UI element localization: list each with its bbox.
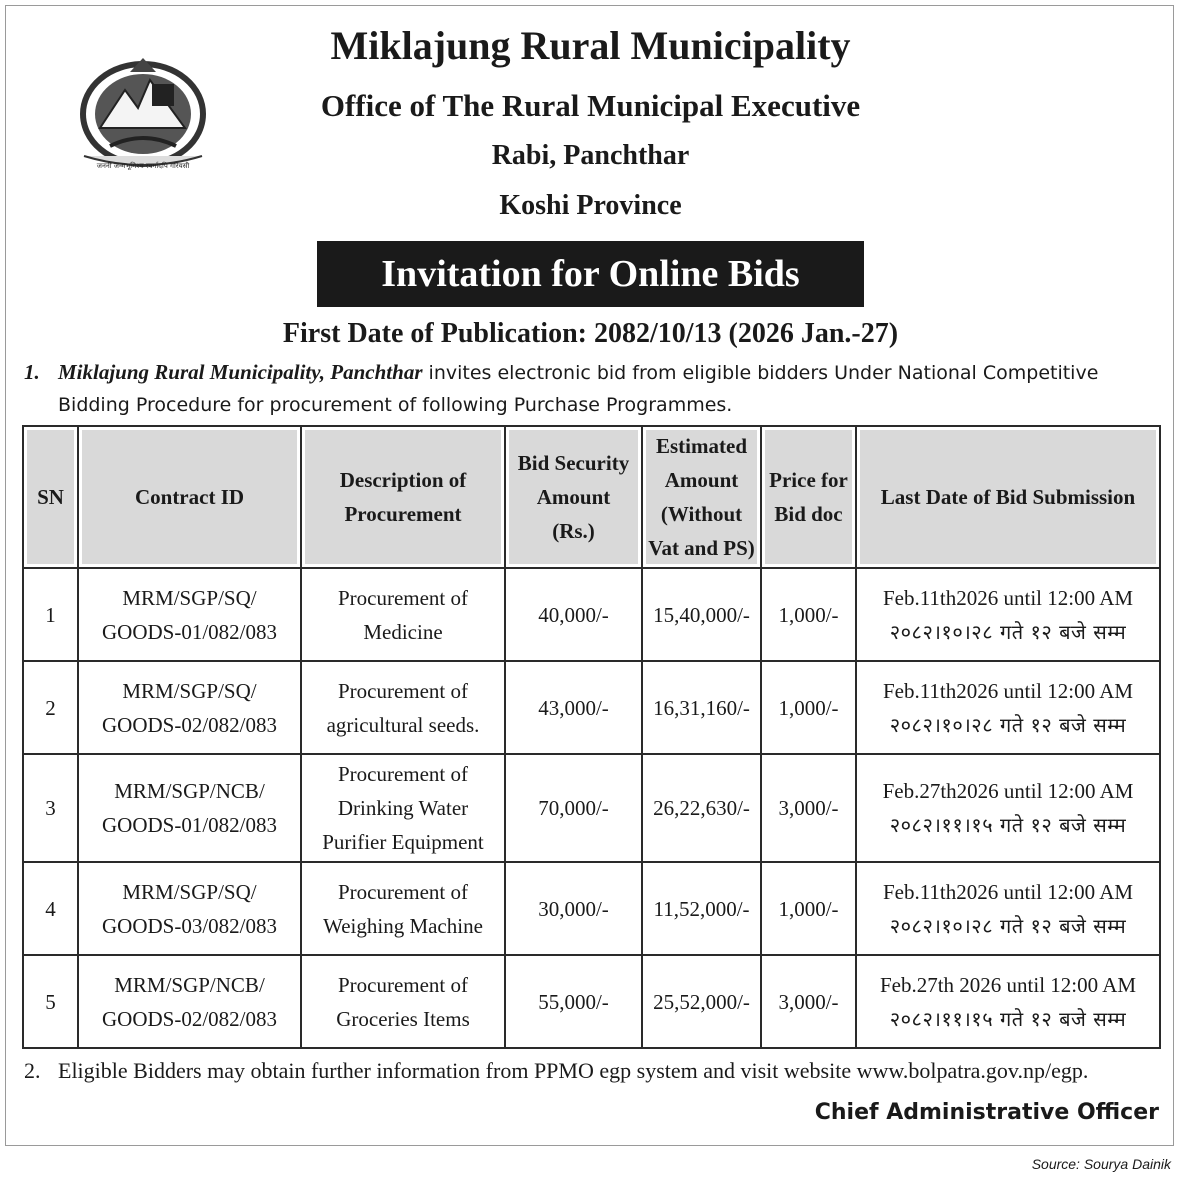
cell-sn: 4: [23, 862, 78, 955]
cell-estimated-amount: 11,52,000/-: [642, 862, 761, 955]
header-sn: SN: [23, 426, 78, 568]
cell-last-date: Feb.27th2026 until 12:00 AM २०८२।११।१५ गते १२ बजे सम्म: [856, 754, 1160, 862]
cell-price: 3,000/-: [761, 955, 856, 1048]
cell-estimated-amount: 15,40,000/-: [642, 568, 761, 661]
paragraph-2: [24, 1058, 1164, 1084]
cell-price: 1,000/-: [761, 568, 856, 661]
cell-description: Procurement of Weighing Machine: [301, 862, 505, 955]
office-title: Office of The Rural Municipal Executive: [320, 88, 861, 123]
cell-contract-id: MRM/SGP/SQ/ GOODS-01/082/083: [78, 568, 301, 661]
svg-text:जननी जन्मभूमिश्च स्वर्गादपि गर: जननी जन्मभूमिश्च स्वर्गादपि गरियसी: [96, 162, 190, 170]
cell-sn: 1: [23, 568, 78, 661]
table-row: [23, 955, 1160, 1048]
table-row: [23, 862, 1160, 955]
cell-price: 1,000/-: [761, 862, 856, 955]
header-description: Description of Procurement: [301, 426, 505, 568]
table-header-row: [23, 426, 1160, 568]
header-contract-id: Contract ID: [78, 426, 301, 568]
cell-sn: 5: [23, 955, 78, 1048]
notice-title-banner: Invitation for Online Bids: [317, 241, 864, 307]
cell-bid-security: 43,000/-: [505, 661, 642, 754]
cell-price: 1,000/-: [761, 661, 856, 754]
bid-table: [22, 425, 1161, 1049]
table-row: [23, 754, 1160, 862]
cell-bid-security: 30,000/-: [505, 862, 642, 955]
source-credit: Source: Sourya Dainik: [1031, 1156, 1171, 1172]
cell-description: Procurement of Medicine: [301, 568, 505, 661]
header-price-bid-doc: Price for Bid doc: [761, 426, 856, 568]
cell-contract-id: MRM/SGP/SQ/ GOODS-03/082/083: [78, 862, 301, 955]
cell-estimated-amount: 16,31,160/-: [642, 661, 761, 754]
cell-description: Procurement of Groceries Items: [301, 955, 505, 1048]
publication-date: First Date of Publication: 2082/10/13 (2026 Jan.-27): [282, 318, 899, 349]
paragraph-2-number: 2.: [24, 1058, 41, 1083]
header-bid-security: Bid Security Amount (Rs.): [505, 426, 642, 568]
cell-last-date: Feb.11th2026 until 12:00 AM २०८२।१०।२८ गते १२ बजे सम्म: [856, 661, 1160, 754]
cell-contract-id: MRM/SGP/SQ/ GOODS-02/082/083: [78, 661, 301, 754]
cell-contract-id: MRM/SGP/NCB/ GOODS-01/082/083: [78, 754, 301, 862]
table-row: [23, 568, 1160, 661]
cell-sn: 2: [23, 661, 78, 754]
cell-bid-security: 40,000/-: [505, 568, 642, 661]
cell-sn: 3: [23, 754, 78, 862]
paragraph-1-number: 1.: [24, 360, 40, 384]
cell-bid-security: 70,000/-: [505, 754, 642, 862]
header-estimated-amount: Estimated Amount (Without Vat and PS): [642, 426, 761, 568]
cell-estimated-amount: 26,22,630/-: [642, 754, 761, 862]
paragraph-1-text-a: invites electronic bid from eligible bidders Under National Competitive: [428, 362, 1099, 384]
cell-bid-security: 55,000/-: [505, 955, 642, 1048]
paragraph-1: [24, 356, 1160, 421]
location-title: Rabi, Panchthar: [491, 140, 690, 171]
cell-last-date: Feb.11th2026 until 12:00 AM २०८२।१०।२८ गते १२ बजे सम्म: [856, 862, 1160, 955]
paragraph-1-org: Miklajung Rural Municipality, Panchthar: [58, 360, 423, 384]
header-last-date: Last Date of Bid Submission: [856, 426, 1160, 568]
province-title: Koshi Province: [499, 190, 682, 221]
cell-contract-id: MRM/SGP/NCB/ GOODS-02/082/083: [78, 955, 301, 1048]
signatory: Chief Administrative Officer: [814, 1100, 1159, 1125]
cell-estimated-amount: 25,52,000/-: [642, 955, 761, 1048]
cell-description: Procurement of agricultural seeds.: [301, 661, 505, 754]
cell-last-date: Feb.11th2026 until 12:00 AM २०८२।१०।२८ गते १२ बजे सम्म: [856, 568, 1160, 661]
table-row: [23, 661, 1160, 754]
municipality-title: Miklajung Rural Municipality: [330, 23, 851, 68]
paragraph-2-text: Eligible Bidders may obtain further information from PPMO egp system and visit website www.bolpatra.gov.np/egp.: [58, 1058, 1089, 1083]
cell-price: 3,000/-: [761, 754, 856, 862]
paragraph-1-text-b: Bidding Procedure for procurement of following Purchase Programmes.: [58, 394, 733, 416]
cell-last-date: Feb.27th 2026 until 12:00 AM २०८२।११।१५ गते १२ बजे सम्म: [856, 955, 1160, 1048]
cell-description: Procurement of Drinking Water Purifier Equipment: [301, 754, 505, 862]
